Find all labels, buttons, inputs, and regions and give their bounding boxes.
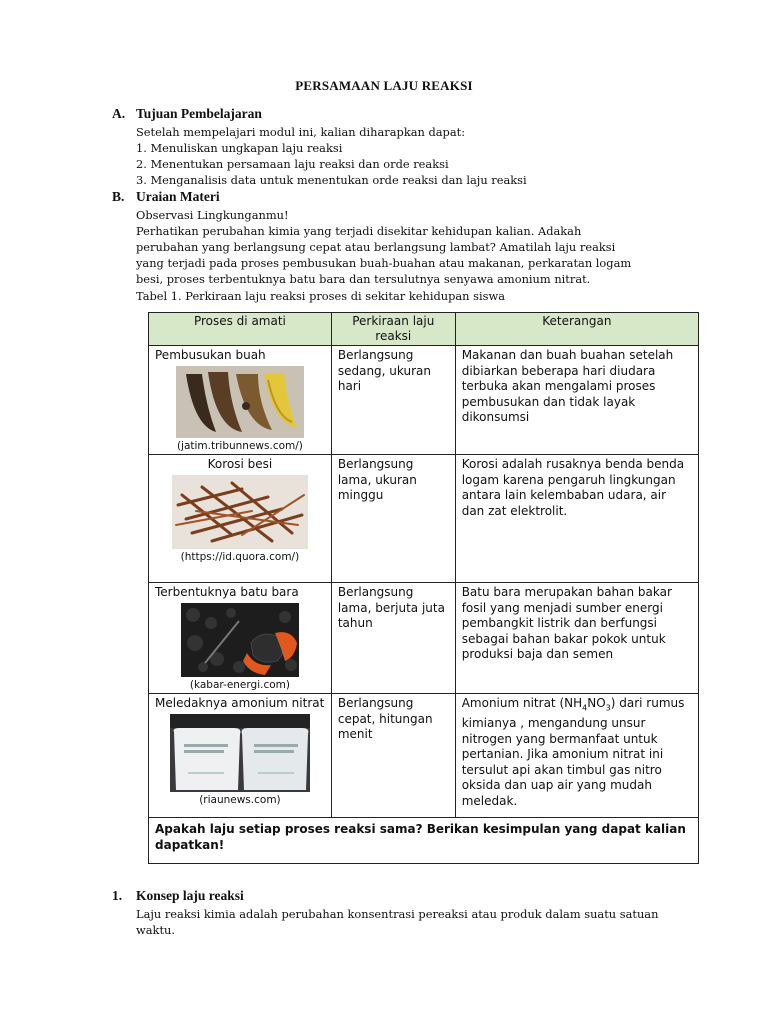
section-b-title: Uraian Materi [136, 189, 220, 204]
description-cell [455, 694, 698, 818]
rate-cell [331, 583, 455, 694]
table-row [149, 346, 699, 455]
process-name: Korosi besi [207, 457, 273, 471]
process-cell [149, 455, 332, 583]
table-row [149, 694, 699, 818]
paragraph-line: yang terjadi pada proses pembusukan buah-buahan atau makanan, perkaratan logam [136, 256, 632, 270]
description-cell [455, 583, 698, 694]
process-name: Terbentuknya batu bara [155, 585, 299, 599]
paragraph-line: perubahan yang berlangsung cepat atau berlangsung lambat? Amatilah laju reaksi [136, 240, 616, 254]
section-a-title: Tujuan Pembelajaran [136, 106, 262, 121]
description-cell [455, 455, 698, 583]
process-name: Pembusukan buah [155, 348, 266, 362]
description-text: Makanan dan buah buahan setelah dibiarkan beberapa hari diudara terbuka akan mengalami proses pembusukan dan tidak layak dikonsumsi [461, 348, 674, 425]
process-name: Meledaknya amonium nitrat [155, 696, 325, 710]
coal-image [181, 603, 299, 677]
process-cell [149, 583, 332, 694]
concept-title: Konsep laju reaksi [136, 888, 244, 903]
section-a-heading [112, 106, 262, 122]
process-rate-table [148, 312, 699, 864]
table-caption: Tabel 1. Perkiraan laju reaksi proses di sekitar kehidupan siswa [136, 289, 505, 303]
concept-label: 1. [112, 888, 123, 903]
image-source: (jatim.tribunnews.com/) [176, 440, 303, 452]
observation-subheading: Observasi Lingkunganmu! [136, 208, 289, 222]
description-cell [455, 346, 698, 455]
rotten-banana-image [176, 366, 304, 438]
question-row [149, 818, 699, 864]
image-source: (kabar-energi.com) [189, 679, 290, 691]
page-title: PERSAMAAN LAJU REAKSI [295, 78, 473, 93]
section-b-heading [112, 189, 220, 205]
question-cell [149, 818, 699, 864]
objective-item: 1. Menuliskan ungkapan laju reaksi [136, 141, 343, 155]
table-row [149, 455, 699, 583]
image-source: (riaunews.com) [199, 794, 281, 806]
section-a-label: A. [112, 106, 126, 121]
table-header: Proses di amati [149, 313, 332, 346]
rate-text: Berlangsung cepat, hitungan menit [337, 696, 433, 742]
description-text: Korosi adalah rusaknya benda benda logam karena pengaruh lingkungan antara lain kelembaban udara, air dan zat elektrolit. [461, 457, 685, 518]
image-source: (https://id.quora.com/) [180, 551, 300, 563]
objective-item: 3. Menganalisis data untuk menentukan orde reaksi dan laju reaksi [136, 173, 527, 187]
formula-part: NO [587, 696, 606, 710]
concept-text-line: Laju reaksi kimia adalah perubahan konsentrasi pereaksi atau produk dalam suatu satuan [136, 907, 659, 921]
process-cell [149, 346, 332, 455]
description-text [462, 696, 692, 810]
section-b-label: B. [112, 189, 125, 204]
table-header-row [149, 313, 699, 346]
paragraph-line: Perhatikan perubahan kimia yang terjadi disekitar kehidupan kalian. Adakah [136, 224, 582, 238]
process-cell [149, 694, 332, 818]
table-header: Keterangan [455, 313, 698, 346]
question-text: Apakah laju setiap proses reaksi sama? Berikan kesimpulan yang dapat kalian dapatkan! [155, 822, 686, 852]
rate-text: Berlangsung lama, berjuta juta tahun [337, 585, 445, 631]
table-header: Perkiraan laju reaksi [331, 313, 455, 346]
description-text: Batu bara merupakan bahan bakar fosil yang menjadi sumber energi pembangkit listrik dan berfungsi sebagai bahan bakar pokok untuk produksi baja dan semen [461, 585, 672, 662]
formula-part: NH [564, 696, 583, 710]
rusty-nails-image [172, 475, 308, 549]
concept-heading [112, 888, 244, 904]
paragraph-line: besi, proses terbentuknya batu bara dan tersulutnya senyawa amonium nitrat. [136, 272, 591, 286]
formula-subscript: 4 [582, 703, 588, 713]
desc-part: ) dari rumus kimianya , mengandung unsur nitrogen yang bermanfaat untuk pertanian. Jika amonium nitrat ini tersulut api akan timbul gas nitro oksida dan uap air yang mudah meledak. [461, 696, 685, 808]
section-a-intro: Setelah mempelajari modul ini, kalian diharapkan dapat: [136, 125, 466, 139]
objective-item: 2. Menentukan persamaan laju reaksi dan orde reaksi [136, 157, 449, 171]
rate-cell [331, 346, 455, 455]
desc-part: Amonium nitrat ( [461, 696, 565, 710]
concept-text-line: waktu. [136, 923, 175, 937]
ammonium-nitrate-bags-image [170, 714, 310, 792]
table-row [149, 583, 699, 694]
rate-cell [331, 694, 455, 818]
rate-text: Berlangsung lama, ukuran minggu [337, 457, 417, 503]
rate-text: Berlangsung sedang, ukuran hari [337, 348, 431, 394]
rate-cell [331, 455, 455, 583]
formula-subscript: 3 [605, 703, 611, 713]
